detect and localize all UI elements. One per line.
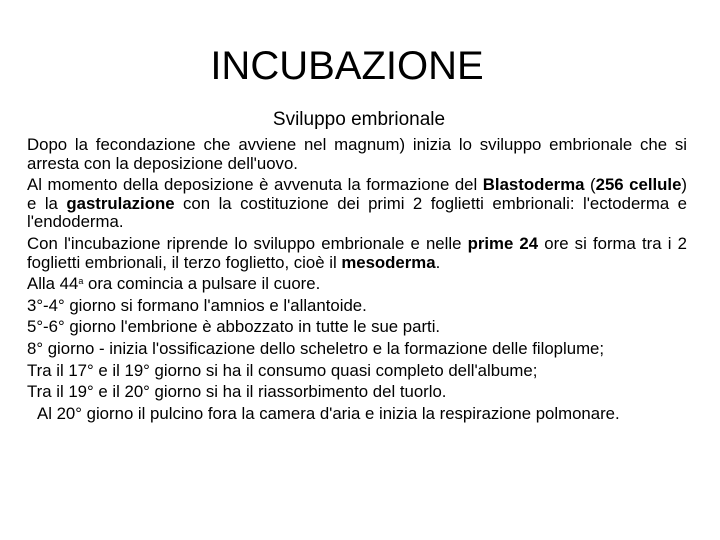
text-segment: ( (584, 175, 596, 195)
paragraph-giorno-19-20: Tra il 19° e il 20° giorno si ha il riassorbimento del tuorlo. (27, 382, 447, 402)
text-segment: Alla 44 (27, 274, 79, 294)
term-cellule: 256 cellule (595, 175, 682, 195)
text-segment: . (435, 252, 441, 272)
body-text (27, 136, 687, 426)
paragraph-giorno-20: Al 20° giorno il pulcino fora la camera d'aria e inizia la respirazione polmonare. (37, 403, 620, 423)
term-blastoderma: Blastoderma (482, 175, 585, 195)
ordinal-superscript: a (78, 276, 84, 287)
text-segment: ore si forma tra i 2 foglietti embrionali, il terzo foglietto, cioè il (27, 233, 687, 272)
term-mesoderma: mesoderma (341, 252, 436, 272)
text-segment: con la costituzione dei primi 2 foglietti embrionali: l'ectoderma e l'endoderma. (27, 193, 687, 232)
term-prime-24: prime 24 (467, 233, 539, 253)
paragraph-incubazione (27, 235, 687, 272)
text-segment: ) e la (27, 175, 687, 213)
paragraph-giorno-17-19: Tra il 17° e il 19° giorno si ha il consumo quasi completo dell'albume; (27, 360, 538, 380)
page-subtitle: Sviluppo embrionale (272, 109, 446, 130)
paragraph-cuore (27, 275, 687, 294)
paragraph-giorno-8: 8° giorno - inizia l'ossificazione dello scheletro e la formazione delle filoplume; (27, 338, 605, 358)
text-segment: ora comincia a pulsare il cuore. (83, 274, 321, 294)
text-segment: Con l'incubazione riprende lo sviluppo embrionale e nelle (27, 233, 468, 253)
paragraph-deposizione (27, 176, 687, 232)
paragraph-giorno-3-4: 3°-4° giorno si formano l'amnios e l'allantoide. (27, 295, 367, 315)
text-segment: Al momento della deposizione è avvenuta la formazione del (27, 175, 483, 195)
page-title: INCUBAZIONE (210, 44, 484, 88)
term-gastrulazione: gastrulazione (66, 193, 175, 213)
paragraph-giorno-5-6: 5°-6° giorno l'embrione è abbozzato in tutte le sue parti. (27, 317, 441, 337)
paragraph-fecondazione: Dopo la fecondazione che avviene nel magnum) inizia lo sviluppo embrionale che si arresta con la deposizione dell'uovo. (27, 135, 687, 173)
